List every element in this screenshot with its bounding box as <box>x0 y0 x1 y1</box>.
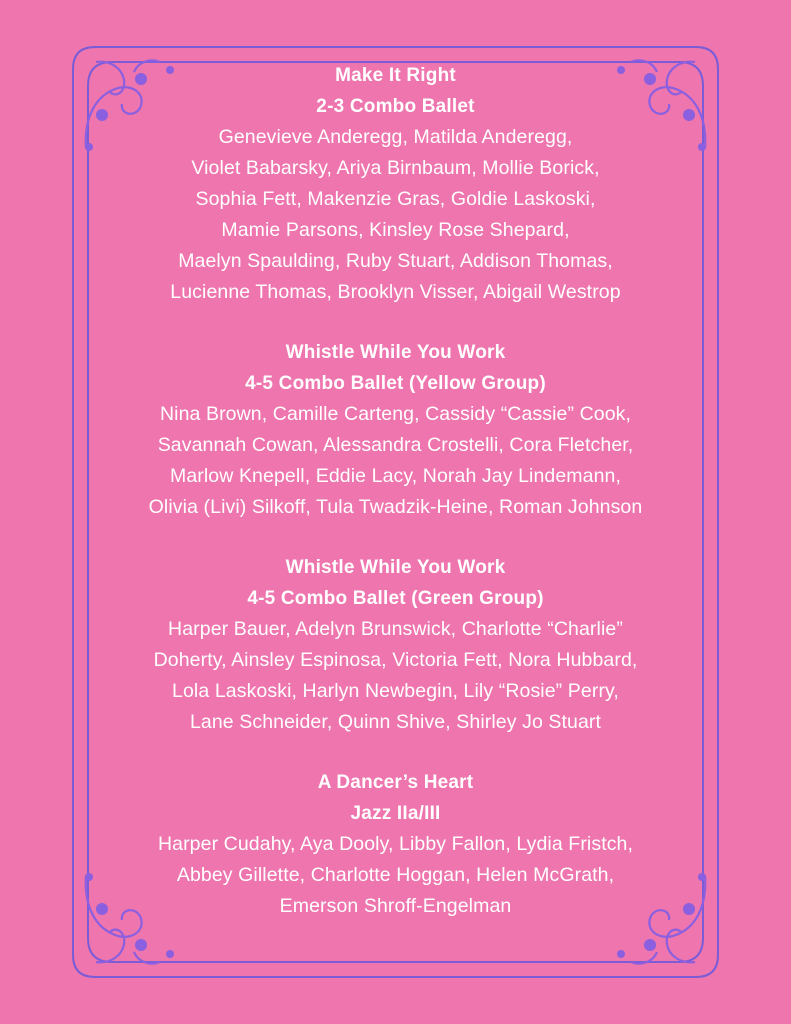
program-section-whistle-green <box>80 552 711 738</box>
program-section-dancers-heart <box>80 767 711 922</box>
program-section-whistle-yellow <box>80 337 711 523</box>
program-content <box>80 60 711 951</box>
class-name: 4-5 Combo Ballet (Green Group) <box>247 588 544 609</box>
dancer-list <box>80 399 711 523</box>
dancer-line: Marlow Knepell, Eddie Lacy, Norah Jay Lindemann, <box>169 465 621 487</box>
dancer-line: Doherty, Ainsley Espinosa, Victoria Fett, Nora Hubbard, <box>153 649 638 671</box>
dancer-list <box>80 614 711 738</box>
dance-title: A Dancer’s Heart <box>317 772 474 793</box>
dancer-line: Maelyn Spaulding, Ruby Stuart, Addison Thomas, <box>178 250 613 272</box>
dancer-line: Savannah Cowan, Alessandra Crostelli, Cora Fletcher, <box>157 434 634 456</box>
dancer-line: Sophia Fett, Makenzie Gras, Goldie Laskoski, <box>195 188 596 210</box>
dancer-line: Violet Babarsky, Ariya Birnbaum, Mollie Borick, <box>191 157 600 179</box>
dancer-line: Nina Brown, Camille Carteng, Cassidy “Cassie” Cook, <box>159 403 632 425</box>
class-name: 2-3 Combo Ballet <box>316 96 475 117</box>
dance-title: Whistle While You Work <box>285 557 506 578</box>
dancer-line: Lola Laskoski, Harlyn Newbegin, Lily “Rosie” Perry, <box>172 680 619 702</box>
dancer-list <box>80 122 711 308</box>
dance-title: Whistle While You Work <box>285 342 506 363</box>
dancer-line: Lucienne Thomas, Brooklyn Visser, Abigail Westrop <box>170 281 621 303</box>
dancer-line: Emerson Shroff-Engelman <box>279 895 512 917</box>
dancer-line: Harper Bauer, Adelyn Brunswick, Charlotte “Charlie” <box>168 618 623 640</box>
dancer-list <box>80 829 711 922</box>
dancer-line: Olivia (Livi) Silkoff, Tula Twadzik-Heine, Roman Johnson <box>148 496 643 518</box>
class-name: Jazz IIa/III <box>350 803 441 824</box>
dancer-line: Abbey Gillette, Charlotte Hoggan, Helen McGrath, <box>176 864 615 886</box>
dancer-line: Mamie Parsons, Kinsley Rose Shepard, <box>221 219 570 241</box>
dance-title: Make It Right <box>335 65 456 86</box>
program-section-make-it-right <box>80 60 711 308</box>
dancer-line: Genevieve Anderegg, Matilda Anderegg, <box>218 126 573 148</box>
dancer-line: Lane Schneider, Quinn Shive, Shirley Jo Stuart <box>189 711 602 733</box>
class-name: 4-5 Combo Ballet (Yellow Group) <box>245 373 546 394</box>
dancer-line: Harper Cudahy, Aya Dooly, Libby Fallon, Lydia Fristch, <box>157 833 634 855</box>
